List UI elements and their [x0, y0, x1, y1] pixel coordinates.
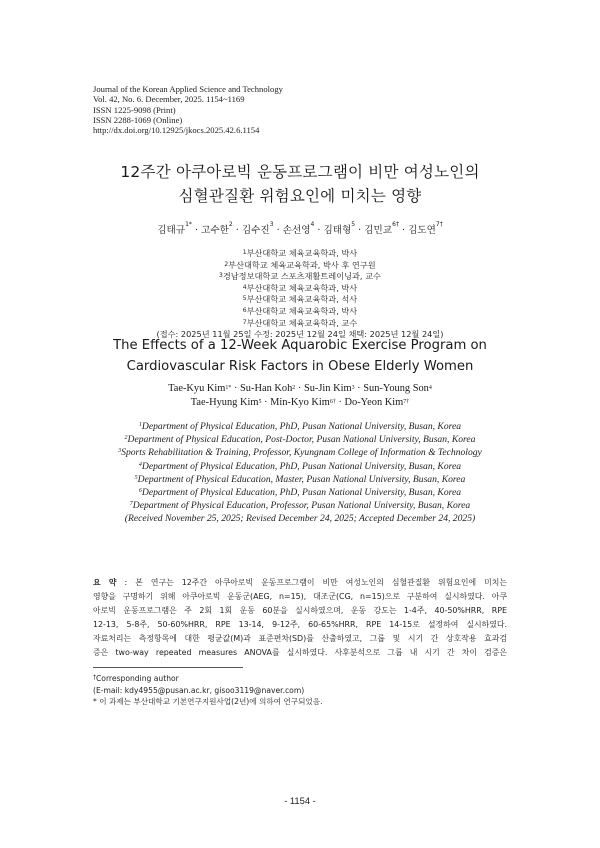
- author-sup: 5: [351, 221, 356, 228]
- author-separator: ·: [314, 225, 324, 236]
- affiliation-sup: 7: [129, 501, 133, 508]
- english-authors: [0, 382, 600, 410]
- english-affiliation: [0, 486, 600, 499]
- author: [168, 383, 231, 394]
- author-sup: 2: [228, 221, 233, 228]
- corresponding-email[interactable]: (E-mail: kdy4955@pusan.ac.kr, gisoo3119@naver.com): [93, 685, 305, 695]
- abstract-line: [93, 646, 507, 660]
- funding-text: 이 과제는 부산대학교 기본연구지원사업(2년)에 의하여 연구되었음.: [99, 697, 323, 707]
- page-number: - 1154 -: [284, 795, 316, 806]
- abstract-label: 요 약: [93, 578, 117, 587]
- author-sup: 7†: [403, 399, 410, 405]
- author-name: 김민교: [364, 225, 393, 236]
- affiliation-text: 부산대학교 체육교육학과, 박사: [246, 248, 358, 258]
- author-sup: 1*: [225, 385, 232, 391]
- abstract-text: 12-13, 5-8주, 50-60%HRR, RPE 13-14, 9-12주, 60-65%HRR, RPE 14-15로 설정하여 실시하였다.: [93, 620, 507, 630]
- affiliation-sup: 4: [242, 283, 247, 291]
- author: [304, 383, 355, 394]
- author-name: 고수한: [201, 225, 229, 236]
- abstract-text: 영향을 구명하기 위해 아쿠아로빅 운동군(AEG, n=15), 대조군(CG, n=15)으로 구분하여 실시하였다. 아쿠: [93, 592, 507, 602]
- footnotes: [93, 673, 323, 708]
- abstract-text: 자료처리는 측정항목에 대한 평균값(M)과 표준편차(SD)를 산출하였고, 그룹 및 시기 간 상호작용 효과검: [93, 634, 507, 644]
- abstract: [93, 576, 507, 661]
- affiliation-text: Department of Physical Education, PhD, Pusan National University, Busan, Korea: [141, 421, 462, 432]
- abstract-text: 아로빅 운동프로그램은 주 2회 1회 운동 60분을 실시하였으며, 운동 강도는 1-4주, 40-50%HRR, RPE: [93, 606, 507, 616]
- english-affiliation: [0, 460, 600, 473]
- journal-issn-print: ISSN 1225-9098 (Print): [93, 104, 176, 115]
- affiliation-text: Department of Physical Education, Professor, Pusan National University, Busan, Korea: [132, 500, 471, 512]
- affiliation-sup: 5: [134, 474, 138, 481]
- author-separator: ·: [355, 225, 365, 236]
- author-sup: 3: [269, 221, 274, 228]
- author: [363, 383, 432, 394]
- english-affiliation: [0, 473, 600, 486]
- author-name: 김태규: [157, 225, 186, 236]
- english-affiliation: [0, 420, 600, 433]
- journal-volume: Vol. 42, No. 6. December, 2025. 1154~1169: [93, 94, 245, 105]
- author: [323, 221, 356, 236]
- affiliation-text: 부산대학교 체육교육학과, 박사 후 연구원: [228, 259, 376, 270]
- author-separator: ·: [231, 383, 241, 394]
- author-name: Sun-Young Son: [363, 383, 429, 394]
- author-name: Do-Yeon Kim: [344, 397, 404, 408]
- author-name: Tae-Hyung Kim: [190, 397, 259, 408]
- english-affiliations: [0, 420, 600, 526]
- author: [408, 221, 443, 236]
- korean-affiliation: [0, 271, 600, 283]
- author: [240, 383, 295, 394]
- author-sup: 5: [258, 399, 262, 405]
- author-name: 김도연: [408, 225, 436, 236]
- funding-note: [93, 696, 323, 708]
- journal-name: Journal of the Korean Applied Science and Technology: [93, 84, 283, 94]
- affiliation-sup: 3: [118, 448, 122, 455]
- funding-mark: *: [93, 697, 97, 707]
- affiliation-text: Department of Physical Education, Post-Doctor, Pusan National University, Busan, Korea: [127, 434, 476, 446]
- abstract-line: [93, 590, 507, 604]
- english-title: [0, 335, 600, 377]
- affiliation-sup: 1: [138, 422, 142, 428]
- abstract-text: 본 연구는 12주간 아쿠아로빅 운동프로그램이 비만 여성노인의 심혈관질환 위험요인에 미치는: [135, 578, 507, 587]
- affiliation-text: Department of Physical Education, PhD, Pusan National University, Busan, Korea: [141, 487, 462, 499]
- korean-affiliation: [0, 248, 600, 260]
- author: [157, 221, 192, 236]
- english-authors-line1: [0, 382, 600, 396]
- english-authors-line2: [0, 396, 600, 410]
- abstract-line: [93, 576, 507, 590]
- author: [270, 397, 336, 408]
- english-affiliation: [0, 446, 600, 459]
- affiliation-sup: 7: [242, 318, 247, 326]
- affiliation-text: 부산대학교 체육교육학과, 교수: [246, 317, 358, 328]
- english-dates: (Received November 25, 2025; Revised December 24, 2025; Accepted December 24, 2025): [124, 513, 476, 525]
- author-name: Min-Kyo Kim: [270, 397, 330, 408]
- author-separator: ·: [191, 225, 202, 236]
- korean-dates: (접수: 2025년 11월 25일 수정: 2025년 12월 24일 채택: 2025년 12월 24일): [156, 329, 444, 340]
- english-affiliation: [0, 433, 600, 446]
- korean-affiliation: [0, 318, 600, 330]
- author-separator: ·: [273, 225, 283, 236]
- author-name: 김태형: [323, 225, 352, 236]
- author-separator: ·: [232, 225, 242, 236]
- corresponding-label: Corresponding author: [96, 674, 179, 683]
- author-name: Tae-Kyu Kim: [168, 383, 226, 394]
- korean-authors: [0, 222, 600, 236]
- author: [201, 221, 233, 236]
- author-sup: 4: [310, 221, 315, 228]
- author-separator: ·: [354, 383, 364, 394]
- korean-affiliations: [0, 248, 600, 341]
- author-sup: 2: [292, 385, 296, 391]
- author-name: Su-Jin Kim: [303, 383, 352, 394]
- author-separator: ·: [335, 397, 345, 408]
- corresponding-mark: †: [93, 674, 96, 681]
- affiliation-sup: 6: [242, 306, 247, 314]
- author-name: 김수진: [241, 225, 270, 236]
- author-separator: ·: [295, 383, 304, 394]
- abstract-colon: :: [116, 578, 136, 587]
- affiliation-text: Department of Physical Education, PhD, Pusan National University, Busan, Korea: [141, 460, 462, 472]
- korean-affiliation: [0, 283, 600, 295]
- footnote-rule: [93, 667, 243, 668]
- korean-affiliation: [0, 306, 600, 318]
- author: [364, 221, 399, 236]
- korean-affiliation: [0, 260, 600, 272]
- author-name: Su-Han Koh: [240, 383, 293, 394]
- abstract-line: [93, 618, 507, 632]
- abstract-line: [93, 604, 507, 618]
- affiliation-sup: 1: [242, 249, 247, 256]
- affiliation-text: Department of Physical Education, Master, Pusan National University, Busan, Korea: [137, 473, 466, 485]
- affiliation-text: 부산대학교 체육교육학과, 석사: [246, 294, 358, 305]
- author-sup: 6†: [329, 399, 336, 405]
- affiliation-text: 부산대학교 체육교육학과, 박사: [246, 305, 358, 316]
- english-affiliation: [0, 499, 600, 512]
- abstract-line: [93, 632, 507, 646]
- author-sup: 7†: [435, 221, 443, 228]
- author-separator: ·: [261, 397, 271, 408]
- author-sup: 4: [428, 385, 432, 391]
- corresponding-author-note: [93, 673, 323, 685]
- korean-title-line2: 심혈관질환 위험요인에 미치는 영향: [178, 187, 422, 205]
- affiliation-sup: 3: [219, 272, 223, 280]
- author: [241, 221, 274, 236]
- author: [282, 221, 315, 236]
- journal-doi[interactable]: http://dx.doi.org/10.12925/jkocs.2025.42.6.1154: [93, 125, 260, 136]
- korean-title: [0, 160, 600, 208]
- affiliation-sup: 4: [138, 461, 142, 468]
- affiliation-sup: 5: [242, 295, 247, 303]
- korean-title-line1: 12주간 아쿠아로빅 운동프로그램이 비만 여성노인의: [120, 163, 480, 181]
- author-sup: 6†: [392, 221, 399, 228]
- author: [191, 397, 262, 408]
- author-separator: ·: [398, 225, 409, 236]
- affiliation-text: 부산대학교 체육교육학과, 박사: [246, 282, 358, 293]
- affiliation-text: 경남정보대학교 스포츠재활트레이닝과, 교수: [222, 271, 381, 282]
- korean-affiliation: [0, 294, 600, 306]
- affiliation-sup: 6: [138, 488, 142, 495]
- author: [345, 397, 410, 408]
- author-sup: 1*: [185, 221, 192, 228]
- affiliation-sup: 2: [224, 260, 229, 268]
- journal-issn-online: ISSN 2288-1069 (Online): [93, 114, 183, 125]
- journal-info: [93, 84, 283, 135]
- author-sup: 3: [351, 385, 355, 391]
- affiliation-sup: 2: [124, 435, 128, 442]
- english-title-line2: Cardiovascular Risk Factors in Obese Elderly Women: [126, 359, 474, 374]
- english-title-line1: The Effects of a 12-Week Aquarobic Exercise Program on: [113, 338, 487, 353]
- affiliation-text: Sports Rehabilitation & Training, Professor, Kyungnam College of Information & Technology: [121, 447, 482, 459]
- author-name: 손선영: [282, 225, 311, 236]
- abstract-text: 증은 two-way repeated measures ANOVA를 실시하였다. 사후분석으로 그룹 내 시기 간 차이 검증은: [93, 648, 507, 658]
